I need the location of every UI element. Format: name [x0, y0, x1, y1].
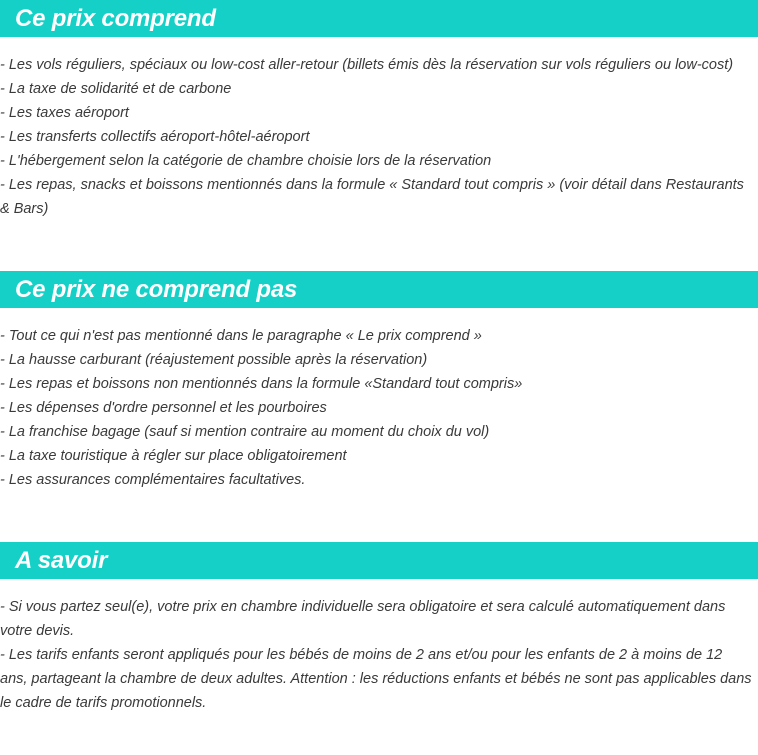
list-item: - La hausse carburant (réajustement possible après la réservation): [0, 352, 428, 368]
list-item: - L'hébergement selon la catégorie de chambre choisie lors de la réservation: [0, 153, 492, 169]
list-item: - La taxe de solidarité et de carbone: [0, 81, 232, 97]
list-item: - La taxe touristique à régler sur place obligatoirement: [0, 448, 347, 464]
list-item: - Les tarifs enfants seront appliqués pour les bébés de moins de 2 ans et/ou pour les enfants de 2 à moins de 12 ans, partageant la chambre de deux adultes. Attention : les réductions enfants et bébés ne sont pas applicables dans le cadre de tarifs promotionnels.: [0, 647, 752, 711]
section-price-excludes: [0, 271, 758, 492]
list-item: - Les taxes aéroport: [0, 105, 129, 121]
section-list: [0, 579, 758, 715]
section-title: Ce prix comprend: [0, 0, 758, 37]
list-item: - Les repas et boissons non mentionnés dans la formule «Standard tout compris»: [0, 376, 523, 392]
list-item: - Les assurances complémentaires facultatives.: [0, 472, 306, 488]
list-item: - Tout ce qui n'est pas mentionné dans le paragraphe « Le prix comprend »: [0, 328, 482, 344]
list-item: - Les vols réguliers, spéciaux ou low-cost aller-retour (billets émis dès la réservation sur vols réguliers ou low-cost): [0, 57, 734, 73]
list-item: - Les repas, snacks et boissons mentionnés dans la formule « Standard tout compris » (voir détail dans Restaurants & Bars): [0, 177, 744, 217]
list-item: - Les transferts collectifs aéroport-hôtel-aéroport: [0, 129, 310, 145]
list-item: - Si vous partez seul(e), votre prix en chambre individuelle sera obligatoire et sera calculé automatiquement dans votre devis.: [0, 599, 726, 639]
section-good-to-know: [0, 542, 758, 715]
section-price-includes: [0, 0, 758, 221]
section-title: A savoir: [0, 542, 758, 579]
list-item: - La franchise bagage (sauf si mention contraire au moment du choix du vol): [0, 424, 490, 440]
section-list: [0, 308, 758, 492]
section-title: Ce prix ne comprend pas: [0, 271, 758, 308]
list-item: - Les dépenses d'ordre personnel et les pourboires: [0, 400, 327, 416]
section-list: [0, 37, 758, 221]
